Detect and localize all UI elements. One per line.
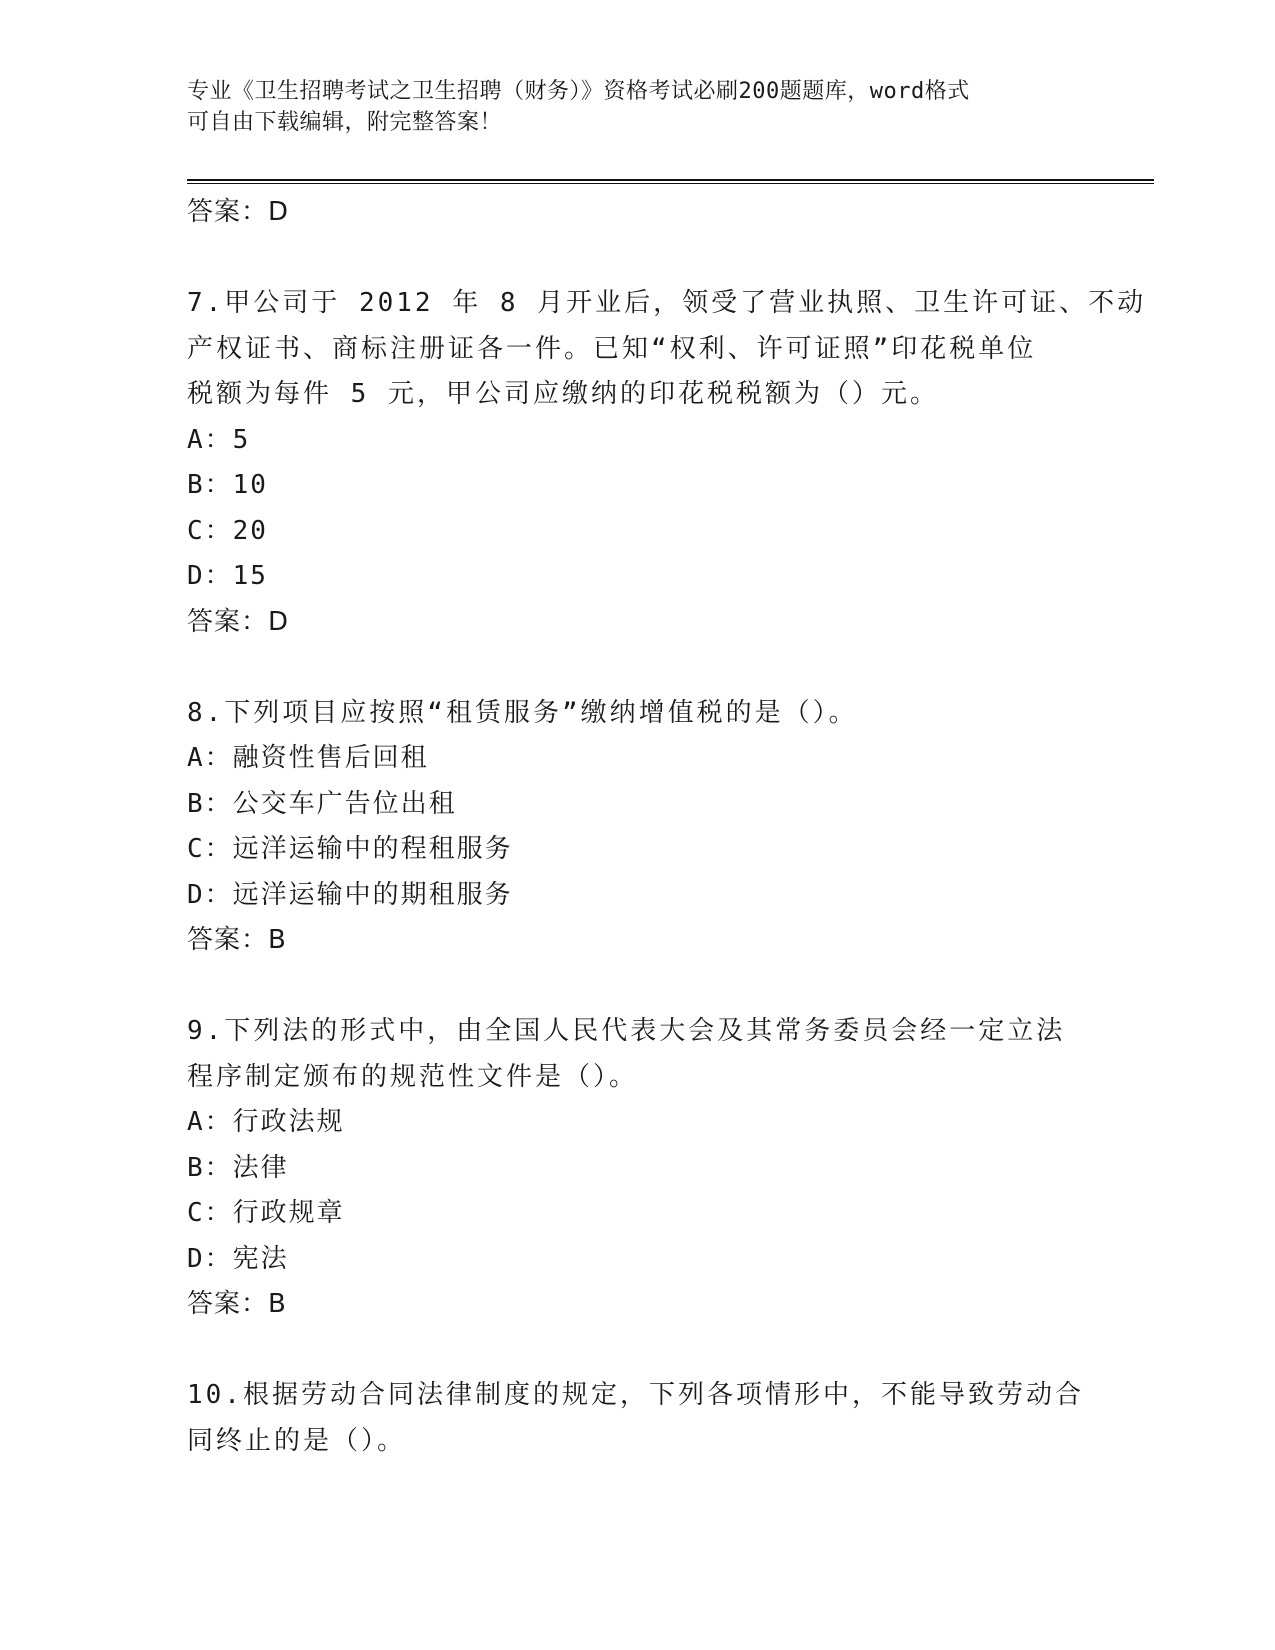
question-text (187, 1373, 1087, 1464)
question-list (187, 190, 1147, 1464)
answer: 答案：B (187, 925, 287, 955)
answer: 答案：D (187, 606, 290, 637)
option-a: A：行政法规 (187, 1107, 345, 1137)
question-line: 9.下列法的形式中，由全国人民代表大会及其常务委员会经一定立法 (187, 1016, 1066, 1046)
answer: 答案：B (187, 1289, 287, 1319)
option-a: A：5 (187, 424, 251, 455)
header-line-2: 可自由下载编辑，附完整答案！ (187, 110, 503, 135)
option-b: B：10 (187, 470, 268, 500)
question-text (187, 1009, 1087, 1100)
question-line: 7.甲公司于 2012 年 8 月开业后，领受了营业执照、卫生许可证、不动 (187, 288, 1147, 318)
spacer (187, 236, 1087, 282)
option-d: D：远洋运输中的期租服务 (187, 879, 513, 910)
question-line: 10.根据劳动合同法律制度的规定，下列各项情形中，不能导致劳动合 (187, 1380, 1084, 1410)
option-d: D：15 (187, 561, 268, 591)
question-10 (187, 1373, 1087, 1464)
document-header (187, 76, 1087, 138)
question-text (187, 691, 1087, 737)
header-divider (187, 179, 1154, 184)
spacer (187, 645, 1087, 691)
option-d: D：宪法 (187, 1243, 289, 1274)
previous-answer: 答案：D (187, 197, 290, 227)
question-line: 同终止的是（）。 (187, 1425, 407, 1456)
option-b: B：公交车广告位出租 (187, 788, 457, 819)
question-text (187, 281, 1147, 418)
option-c: C：远洋运输中的程租服务 (187, 834, 513, 864)
question-line: 8.下列项目应按照“租赁服务”缴纳增值税的是（）。 (187, 697, 858, 728)
question-line: 产权证书、商标注册证各一件。已知“权利、许可证照”印花税单位 (187, 333, 1037, 364)
header-line-1: 专业《卫生招聘考试之卫生招聘（财务）》资格考试必刷200题题库，word格式 (187, 79, 970, 104)
option-c: C：行政规章 (187, 1198, 345, 1228)
question-8 (187, 691, 1087, 964)
option-a: A：融资性售后回租 (187, 743, 429, 773)
spacer (187, 1328, 1087, 1374)
question-line: 程序制定颁布的规范性文件是（）。 (187, 1061, 639, 1092)
option-b: B：法律 (187, 1152, 289, 1183)
question-7 (187, 281, 1147, 645)
spacer (187, 964, 1087, 1010)
question-9 (187, 1009, 1087, 1328)
question-line: 税额为每件 5 元，甲公司应缴纳的印花税税额为（）元。 (187, 379, 939, 409)
option-c: C：20 (187, 515, 268, 546)
